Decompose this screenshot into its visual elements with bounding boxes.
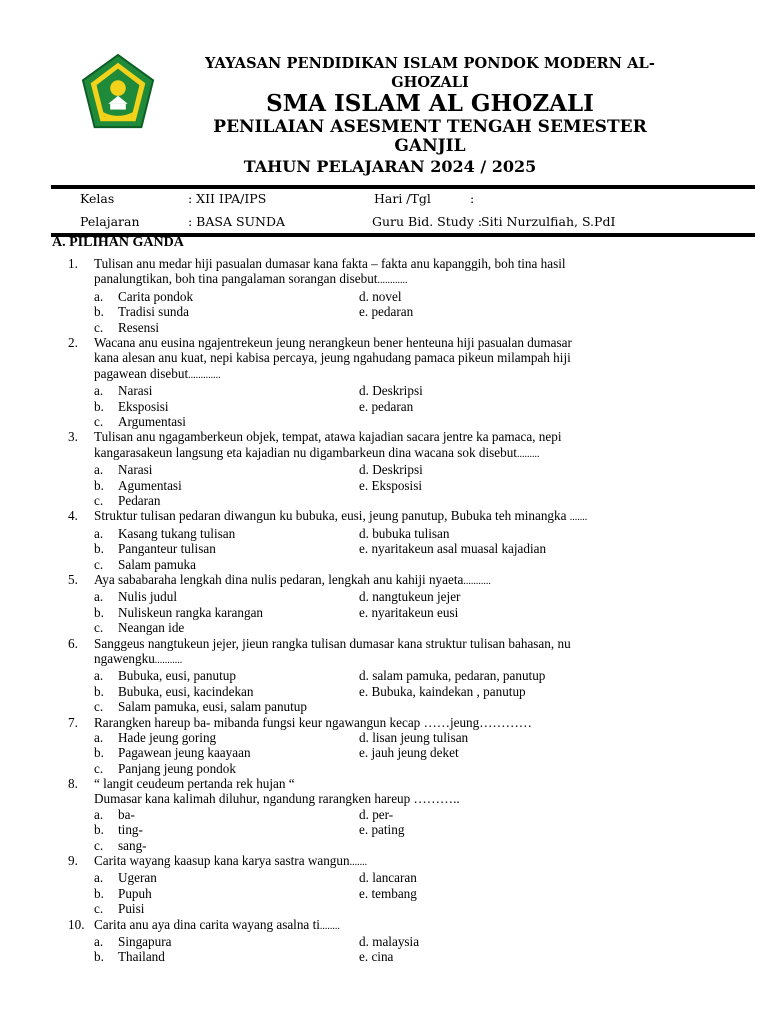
question-item [0, 256, 768, 335]
option-text-right: d. malaysia [359, 934, 420, 950]
question-item [0, 429, 768, 508]
answer-blank-dots: ............ [377, 275, 408, 287]
option-letter: a. [94, 589, 104, 605]
question-text-segment: Tulisan anu medar hiji pasualan dumasar kana fakta – fakta anu kapanggih, boh tina hasil [94, 256, 566, 271]
question-text [0, 335, 768, 350]
option-row [0, 620, 768, 635]
option-letter: b. [94, 683, 104, 699]
class-label: Kelas [80, 191, 115, 206]
option-row [0, 730, 768, 745]
assessment-title-line1: PENILAIAN ASESMENT TENGAH SEMESTER [213, 117, 647, 137]
option-row [0, 493, 768, 508]
question-text-segment: Sanggeus nangtukeun jejer, jieun rangka tulisan dumasar kana struktur tulisan bahasan, nu [94, 635, 571, 651]
answer-options [0, 383, 768, 429]
question-number: 4. [68, 508, 78, 524]
option-text: Panganteur tulisan [118, 541, 216, 557]
option-letter: b. [94, 949, 104, 965]
question-text [0, 853, 768, 870]
question-text [0, 572, 768, 589]
option-letter: b. [94, 604, 104, 620]
option-text-right: d. novel [359, 288, 402, 304]
option-text: Salam pamuka [118, 556, 197, 572]
option-row [0, 383, 768, 398]
option-letter: c. [94, 492, 104, 508]
option-text: Pagawean jeung kaayaan [118, 745, 251, 761]
question-text [0, 791, 768, 806]
option-text-right: d. Deskripsi [359, 383, 423, 399]
section-title: A. PILIHAN GANDA [52, 235, 184, 250]
question-item [0, 715, 768, 777]
option-row [0, 605, 768, 620]
question-item [0, 853, 768, 917]
question-number: 10. [68, 916, 85, 932]
question-item [0, 776, 768, 853]
day-value: : [470, 191, 475, 206]
option-letter: b. [94, 822, 104, 838]
foundation-name-line1: YAYASAN PENDIDIKAN ISLAM PONDOK MODERN AL- [205, 55, 655, 72]
school-logo-emblem [79, 53, 157, 131]
option-text: Singapura [118, 934, 172, 950]
option-row [0, 414, 768, 429]
option-row [0, 462, 768, 477]
option-text: Tradisi sunda [118, 304, 189, 320]
option-text: Bubuka, eusi, panutup [118, 668, 236, 684]
question-text [0, 715, 768, 730]
option-letter: b. [94, 398, 104, 414]
option-text: ba- [118, 806, 135, 822]
option-row [0, 526, 768, 541]
option-text-right: d. per- [359, 806, 394, 822]
option-letter: a. [94, 383, 104, 399]
option-text: Salam pamuka, eusi, salam panutup [118, 699, 307, 715]
question-text [0, 445, 768, 462]
question-text [0, 271, 768, 288]
answer-blank-dots: ....... [349, 857, 368, 869]
question-number: 9. [68, 853, 78, 869]
answer-blank-dots: ........... [154, 654, 183, 666]
option-row [0, 807, 768, 822]
option-letter: a. [94, 934, 104, 950]
option-text: Thailand [118, 949, 165, 965]
teacher-value: Siti Nurzulfiah, S.PdI [481, 214, 616, 229]
question-item [0, 917, 768, 965]
question-text [0, 256, 768, 271]
question-list [0, 256, 768, 965]
option-text-right: d. nangtukeun jejer [359, 589, 461, 605]
question-item [0, 572, 768, 636]
option-letter: c. [94, 760, 104, 776]
option-text-right: e. Bubuka, kaindekan , panutup [359, 683, 526, 699]
option-text-right: e. nyaritakeun eusi [359, 604, 459, 620]
answer-options [0, 526, 768, 572]
question-number: 1. [68, 256, 78, 271]
option-row [0, 949, 768, 964]
question-text-segment: Tulisan anu ngagamberkeun objek, tempat, atawa kajadian sacara jentre ka pamaca, nepi [94, 429, 562, 445]
option-text: Puisi [118, 901, 145, 917]
answer-blank-dots: ........... [463, 575, 491, 587]
question-item [0, 335, 768, 429]
option-text: Argumentasi [118, 413, 186, 429]
option-row [0, 399, 768, 414]
day-label: Hari /Tgl [374, 191, 431, 206]
option-letter: c. [94, 837, 104, 853]
option-text: Bubuka, eusi, kacindekan [118, 683, 254, 699]
option-letter: a. [94, 729, 104, 745]
question-text-segment: Carita wayang kaasup kana karya sastra wangun [94, 853, 350, 869]
option-row [0, 822, 768, 837]
question-item [0, 636, 768, 715]
option-text: Neangan ide [118, 620, 185, 636]
option-text-right: d. salam pamuka, pedaran, panutup [359, 668, 546, 684]
question-text-segment: Wacana anu eusina ngajentrekeun jeung nerangkeun bener henteuna hiji pasualan dumasar [94, 334, 572, 350]
option-letter: c. [94, 556, 104, 572]
teacher-label: Guru Bid. Study : [372, 214, 483, 229]
option-letter: a. [94, 462, 104, 478]
option-text: Kasang tukang tulisan [118, 525, 236, 541]
option-letter: a. [94, 525, 104, 541]
question-text [0, 350, 768, 365]
answer-options [0, 934, 768, 965]
option-row [0, 478, 768, 493]
question-number: 6. [68, 635, 78, 651]
answer-options [0, 462, 768, 508]
option-letter: a. [94, 288, 104, 304]
option-text-right: e. Eksposisi [359, 477, 423, 493]
option-letter: c. [94, 901, 104, 917]
option-row [0, 699, 768, 714]
question-text [0, 429, 768, 444]
header-divider-top [51, 185, 755, 189]
question-text [0, 508, 768, 525]
question-text-segment: panalungtikan, boh tina pangalaman sorangan disebut [94, 271, 378, 287]
answer-blank-dots: ........ [319, 920, 340, 932]
option-row [0, 320, 768, 335]
option-letter: b. [94, 304, 104, 320]
option-text: Nuliskeun rangka karangan [118, 604, 264, 620]
option-row [0, 934, 768, 949]
assessment-title-line2: GANJIL [394, 136, 466, 156]
option-row [0, 684, 768, 699]
question-text-segment: Struktur tulisan pedaran diwangun ku bubuka, eusi, jeung panutup, Bubuka teh minangka [94, 508, 570, 524]
option-text: Ugeran [118, 870, 157, 886]
option-text-right: e. tembang [359, 885, 417, 901]
option-text: Hade jeung goring [118, 729, 217, 745]
answer-blank-dots: ............. [188, 369, 221, 381]
option-row [0, 541, 768, 556]
option-row [0, 745, 768, 760]
question-text-segment: Rarangken hareup ba- mibanda fungsi keur ngawangun kecap ……jeung………… [94, 714, 532, 730]
option-text-right: d. lisan jeung tulisan [359, 729, 469, 745]
option-letter: c. [94, 319, 104, 335]
option-letter: c. [94, 620, 104, 636]
option-text: Nulis judul [118, 589, 177, 605]
question-text-segment: kana alesan anu kuat, nepi kabisa percaya, jeung ngahudang pamaca pikeun milampah hiji [94, 350, 571, 366]
option-text: sang- [118, 837, 147, 853]
option-row [0, 557, 768, 572]
option-text: ting- [118, 822, 143, 838]
option-text: Resensi [118, 319, 160, 335]
foundation-name-line2: GHOZALI [391, 74, 469, 91]
option-row [0, 886, 768, 901]
option-text-right: e. pedaran [359, 398, 414, 414]
option-text: Agumentasi [118, 477, 182, 493]
option-letter: b. [94, 477, 104, 493]
school-name: SMA ISLAM AL GHOZALI [266, 90, 594, 117]
question-text [0, 776, 768, 791]
option-text-right: e. pating [359, 822, 405, 838]
option-letter: b. [94, 885, 104, 901]
question-text-segment: ngawengku [94, 650, 155, 666]
option-letter: a. [94, 668, 104, 684]
question-text-segment: Dumasar kana kalimah diluhur, ngandung rarangken hareup ……….. [94, 791, 460, 807]
option-text-right: e. pedaran [359, 304, 414, 320]
question-number: 5. [68, 571, 78, 587]
question-text-segment: Carita anu aya dina carita wayang asalna ti [94, 916, 320, 932]
answer-options [0, 730, 768, 776]
option-text-right: d. lancaran [359, 870, 417, 886]
answer-options [0, 668, 768, 714]
academic-year: TAHUN PELAJARAN 2024 / 2025 [243, 157, 537, 176]
question-text-segment: “ langit ceudeum pertanda rek hujan “ [94, 776, 295, 792]
option-row [0, 668, 768, 683]
question-number: 7. [68, 714, 78, 730]
question-number: 8. [68, 776, 78, 792]
question-text [0, 917, 768, 934]
answer-options [0, 807, 768, 853]
question-text [0, 636, 768, 651]
option-text: Pupuh [118, 885, 152, 901]
subject-value: : BASA SUNDA [188, 214, 286, 229]
option-text: Panjang jeung pondok [118, 760, 236, 776]
option-row [0, 289, 768, 304]
answer-options [0, 289, 768, 335]
class-value: : XII IPA/IPS [188, 191, 267, 206]
option-text-right: e. cina [359, 949, 394, 965]
option-text-right: d. Deskripsi [359, 462, 423, 478]
option-text: Eksposisi [118, 398, 169, 414]
option-row [0, 304, 768, 319]
question-number: 2. [68, 334, 78, 350]
option-text: Carita pondok [118, 288, 194, 304]
option-letter: a. [94, 870, 104, 886]
option-text: Pedaran [118, 492, 161, 508]
subject-label: Pelajaran [80, 214, 140, 229]
option-row [0, 589, 768, 604]
question-item [0, 508, 768, 572]
question-text [0, 366, 768, 383]
question-text-segment: pagawean disebut [94, 365, 189, 381]
option-letter: c. [94, 413, 104, 429]
option-text-right: e. jauh jeung deket [359, 745, 459, 761]
answer-blank-dots: ....... [569, 512, 588, 524]
option-letter: b. [94, 541, 104, 557]
question-text-segment: kangarasakeun langsung eta kajadian nu digambarkeun dina wacana sok disebut [94, 444, 517, 460]
option-text: Narasi [118, 383, 153, 399]
option-letter: c. [94, 699, 104, 715]
option-letter: b. [94, 745, 104, 761]
question-number: 3. [68, 429, 78, 445]
option-text: Narasi [118, 462, 153, 478]
option-text-right: e. nyaritakeun asal muasal kajadian [359, 541, 547, 557]
option-row [0, 761, 768, 776]
option-text-right: d. bubuka tulisan [359, 525, 450, 541]
option-row [0, 838, 768, 853]
option-row [0, 870, 768, 885]
answer-options [0, 870, 768, 916]
question-text-segment: Aya sababaraha lengkah dina nulis pedaran, lengkah anu kahiji nyaeta [94, 571, 464, 587]
answer-options [0, 589, 768, 635]
question-text [0, 651, 768, 668]
answer-blank-dots: ......... [516, 448, 540, 460]
option-letter: a. [94, 806, 104, 822]
option-row [0, 901, 768, 916]
